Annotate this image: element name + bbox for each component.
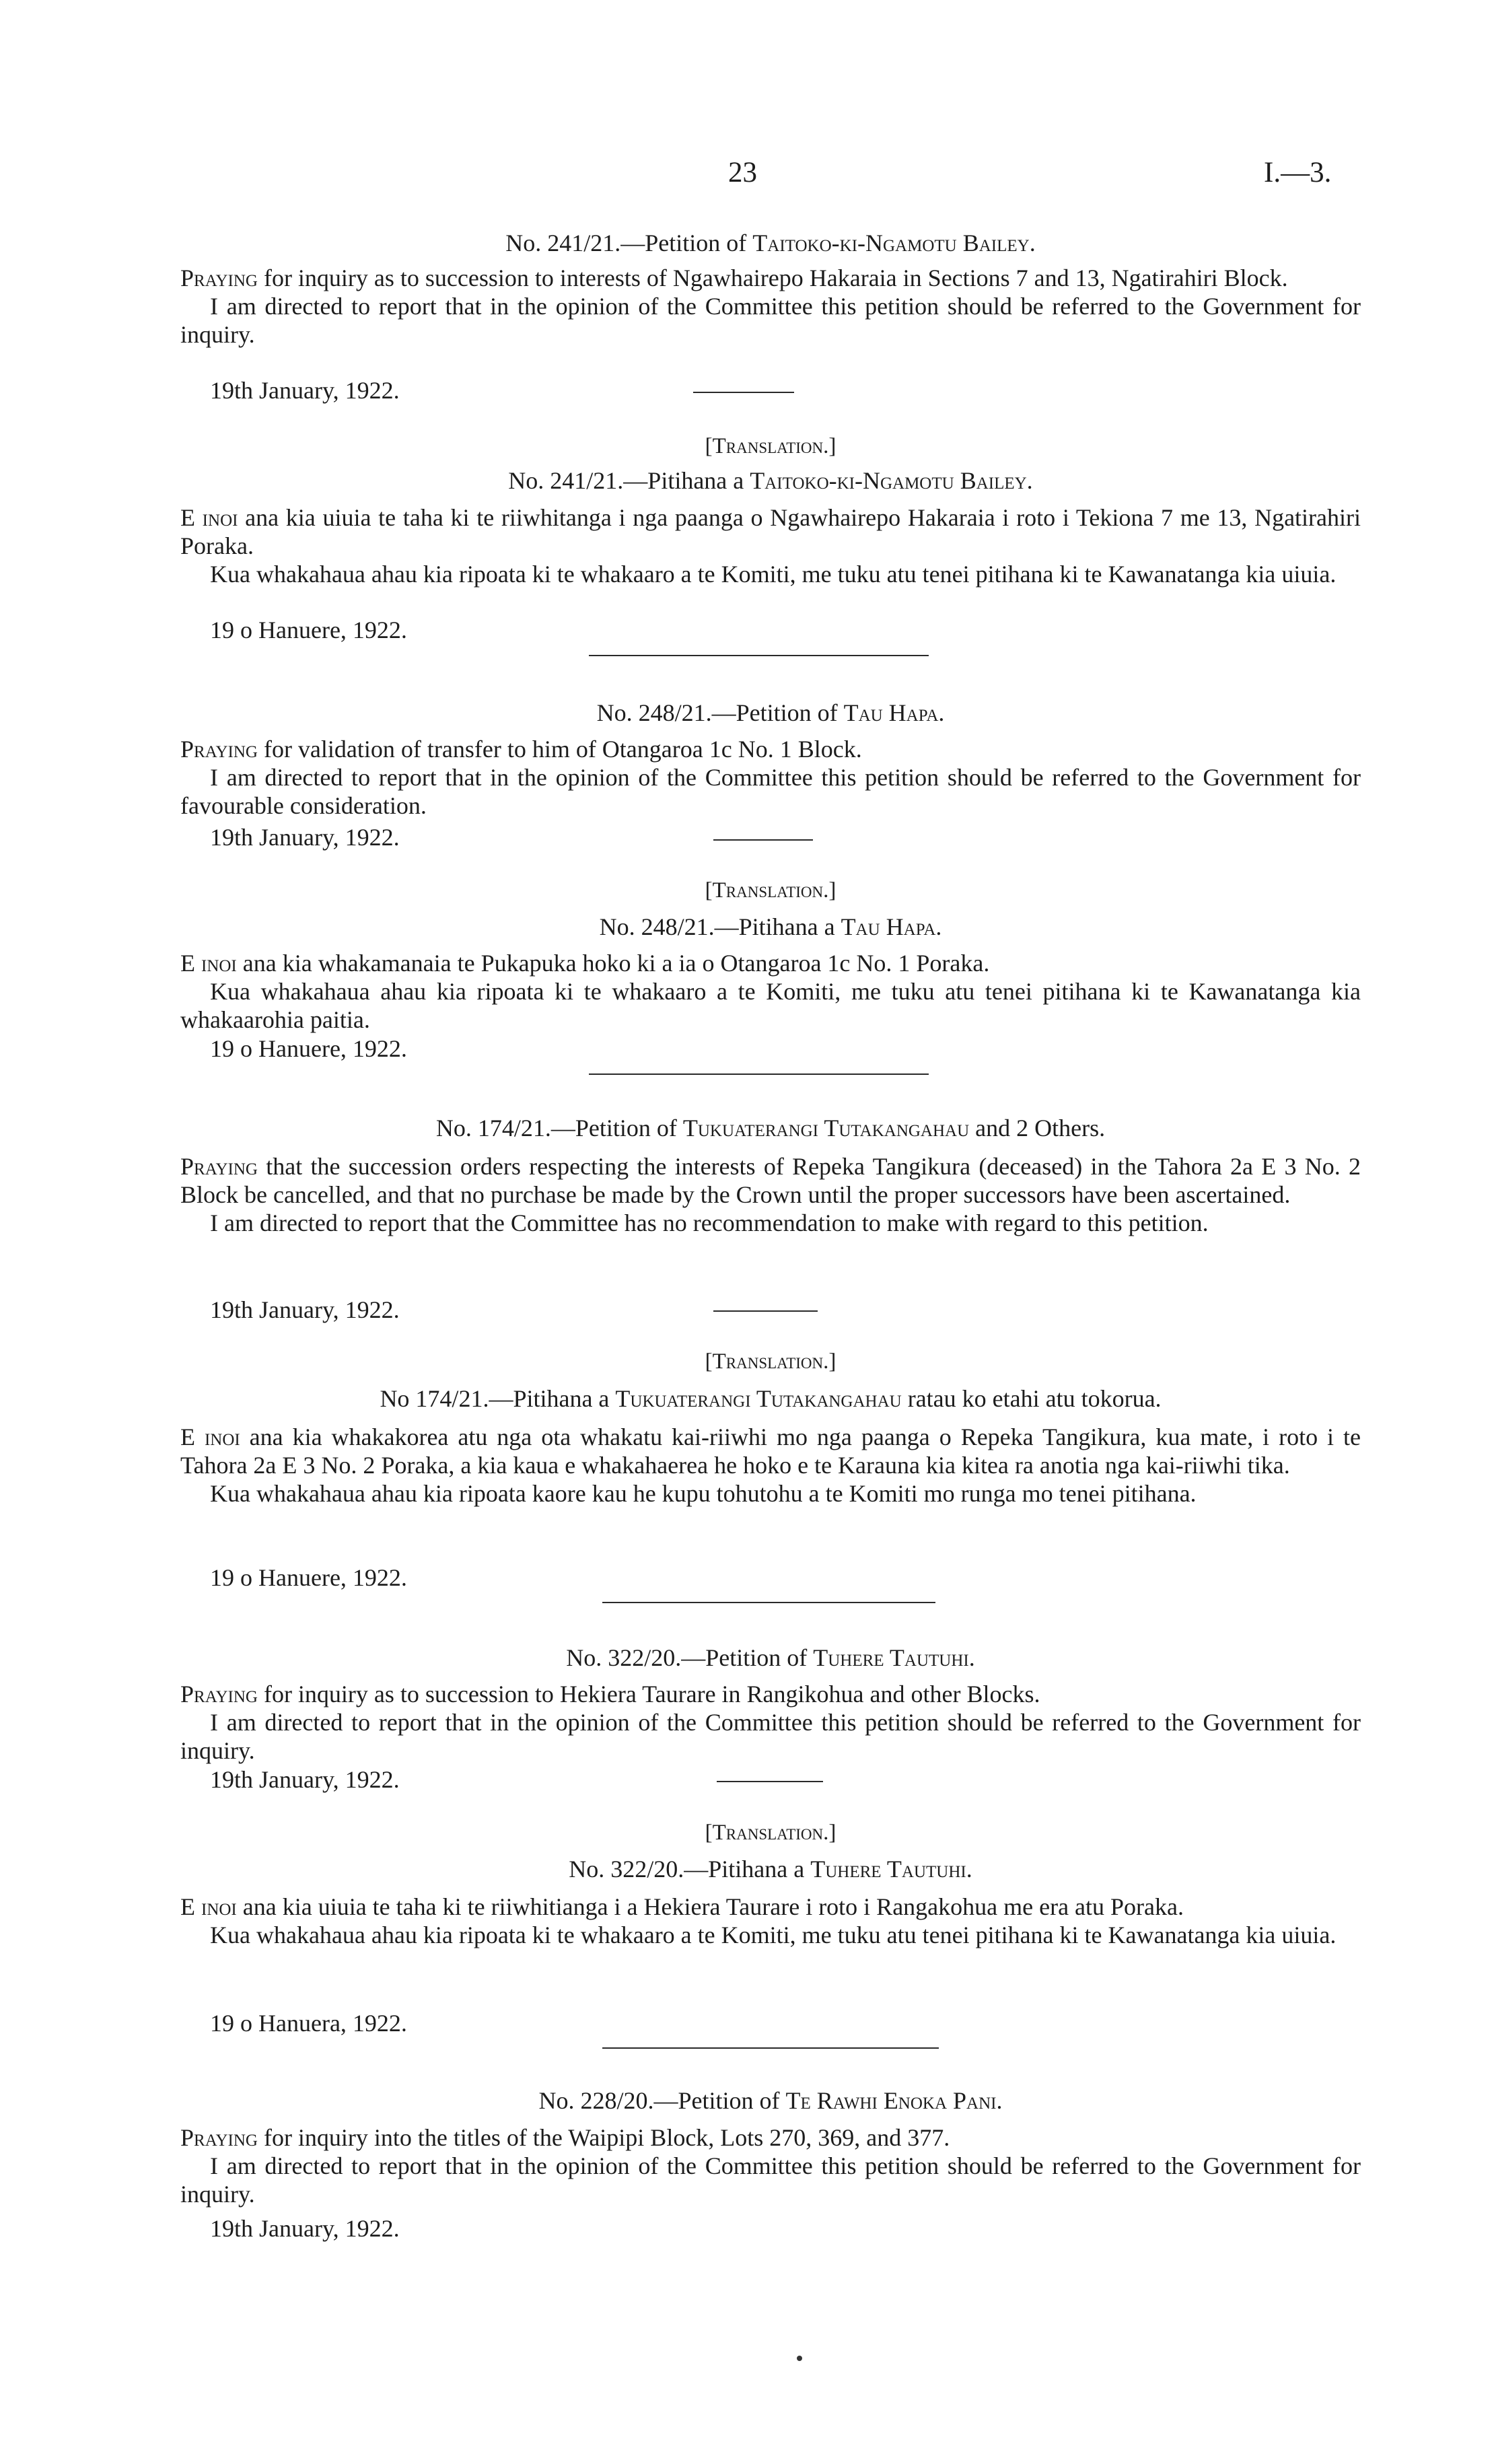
translation-body [180, 1423, 1361, 1508]
translation-body [180, 1893, 1361, 1949]
inoi-paragraph: E inoi ana kia uiuia te taha ki te riiwhitianga i a Hekiera Taurare i roto i Rangakohua me era atu Poraka. [180, 1893, 1184, 1920]
page-number: 23 [728, 157, 757, 188]
report-paragraph: I am directed to report that the Committee has no recommendation to make with regard to this petition. [210, 1209, 1209, 1236]
petition-title: No. 241/21.—Petition of Taitoko-ki-Ngamotu Bailey. [505, 230, 1036, 256]
translation-label: [Translation.] [705, 1349, 837, 1374]
petition-date: 19th January, 1922. [210, 2215, 400, 2242]
petition-title: No. 248/21.—Petition of Tau Hapa. [596, 699, 945, 726]
short-rule [717, 1781, 823, 1782]
petitioner-name: Tau Hapa. [843, 699, 945, 726]
translation-title: No. 248/21.—Pitihana a Tau Hapa. [599, 913, 942, 940]
translation-label: [Translation.] [705, 878, 837, 903]
petitioner-name: Tukuaterangi Tutakangahau [615, 1385, 902, 1412]
section-rule [589, 1073, 929, 1075]
petition-body [180, 264, 1361, 349]
report-paragraph: I am directed to report that in the opinion of the Committee this petition should be referred to the Government for inquiry. [180, 2152, 1361, 2208]
translation-title: No. 241/21.—Pitihana a Taitoko-ki-Ngamotu Bailey. [508, 467, 1033, 494]
translation-body [180, 503, 1361, 588]
petition-body [180, 1152, 1361, 1237]
petition-body [180, 1680, 1361, 1765]
petition-date: 19th January, 1922. [210, 1766, 400, 1793]
section-rule [602, 2047, 939, 2049]
short-rule [713, 839, 813, 841]
petitioner-name: Tau Hapa. [841, 913, 942, 940]
praying-paragraph: Praying for inquiry as to succession to Hekiera Taurare in Rangikohua and other Blocks. [180, 1681, 1040, 1708]
translation-date: 19 o Hanuere, 1922. [210, 1035, 407, 1062]
inoi-paragraph: E inoi ana kia uiuia te taha ki te riiwhitanga i nga paanga o Ngawhairepo Hakaraia i roto i Tekiona 7 me 13, Ngatirahiri Poraka. [180, 504, 1361, 559]
petitioner-name: Tuhere Tautuhi. [813, 1644, 975, 1671]
report-paragraph: Kua whakahaua ahau kia ripoata ki te whakaaro a te Komiti, me tuku atu tenei pitihana ki te Kawanatanga kia uiuia. [210, 561, 1337, 588]
report-paragraph: Kua whakahaua ahau kia ripoata ki te whakaaro a te Komiti, me tuku atu tenei pitihana ki te Kawanatanga kia whakaarohia paitia. [180, 978, 1361, 1033]
section-rule [589, 655, 929, 656]
petitioner-name: Te Rawhi Enoka Pani. [785, 2087, 1003, 2114]
petition-title: No. 322/20.—Petition of Tuhere Tautuhi. [566, 1644, 975, 1671]
report-paragraph: Kua whakahaua ahau kia ripoata ki te whakaaro a te Komiti, me tuku atu tenei pitihana ki te Kawanatanga kia uiuia. [210, 1922, 1337, 1948]
translation-label: [Translation.] [705, 434, 837, 458]
translation-title: No 174/21.—Pitihana a Tukuaterangi Tutakangahau ratau ko etahi atu tokorua. [380, 1385, 1162, 1412]
report-paragraph: Kua whakahaua ahau kia ripoata kaore kau he kupu tohutohu a te Komiti mo runga mo tenei pitihana. [210, 1480, 1197, 1507]
petition-body [180, 2123, 1361, 2208]
inoi-paragraph: E inoi ana kia whakakorea atu nga ota whakatu kai-riiwhi mo nga paanga o Repeka Tangikura, kua mate, i roto i te Tahora 2a E 3 No. 2 Poraka, a kia kaua e whakahaerea he hoko e te Karauna kia kitea ra anotia nga kai-riiwhi tika. [180, 1423, 1361, 1479]
petitioner-name: Taitoko-ki-Ngamotu Bailey. [752, 230, 1036, 256]
short-rule [693, 392, 794, 393]
translation-label: [Translation.] [705, 1821, 837, 1845]
translation-title: No. 322/20.—Pitihana a Tuhere Tautuhi. [569, 1856, 972, 1882]
petitioner-name: Tukuaterangi Tutakangahau [682, 1115, 970, 1141]
report-paragraph: I am directed to report that in the opinion of the Committee this petition should be referred to the Government for favourable consideration. [180, 764, 1361, 819]
translation-date: 19 o Hanuera, 1922. [210, 2010, 407, 2037]
petition-title: No. 228/20.—Petition of Te Rawhi Enoka Pani. [538, 2087, 1003, 2114]
report-paragraph: I am directed to report that in the opinion of the Committee this petition should be referred to the Government for inquiry. [180, 1709, 1361, 1764]
petition-body [180, 735, 1361, 820]
section-rule [602, 1602, 935, 1603]
praying-paragraph: Praying for inquiry into the titles of the Waipipi Block, Lots 270, 369, and 377. [180, 2124, 950, 2151]
document-ref: I.—3. [1264, 157, 1332, 188]
petition-date: 19th January, 1922. [210, 824, 400, 851]
translation-body [180, 949, 1361, 1034]
short-rule [713, 1310, 818, 1312]
translation-date: 19 o Hanuere, 1922. [210, 1564, 407, 1591]
petitioner-name: Tuhere Tautuhi. [810, 1856, 972, 1882]
praying-paragraph: Praying that the succession orders respecting the interests of Repeka Tangikura (deceased) in the Tahora 2a E 3 No. 2 Block be cancelled, and that no purchase be made by the Crown until the proper successors have been ascertained. [180, 1153, 1361, 1208]
praying-paragraph: Praying for inquiry as to succession to interests of Ngawhairepo Hakaraia in Sections 7 and 13, Ngatirahiri Block. [180, 265, 1288, 291]
petition-title: No. 174/21.—Petition of Tukuaterangi Tutakangahau and 2 Others. [435, 1115, 1106, 1141]
inoi-paragraph: E inoi ana kia whakamanaia te Pukapuka hoko ki a ia o Otangaroa 1c No. 1 Poraka. [180, 950, 990, 977]
print-mark [797, 2356, 802, 2361]
petition-date: 19th January, 1922. [210, 377, 400, 404]
translation-date: 19 o Hanuere, 1922. [210, 617, 407, 643]
praying-paragraph: Praying for validation of transfer to him of Otangaroa 1c No. 1 Block. [180, 736, 862, 763]
petition-date: 19th January, 1922. [210, 1296, 400, 1323]
petitioner-name: Taitoko-ki-Ngamotu Bailey. [750, 467, 1033, 494]
report-paragraph: I am directed to report that in the opinion of the Committee this petition should be referred to the Government for inquiry. [180, 293, 1361, 348]
